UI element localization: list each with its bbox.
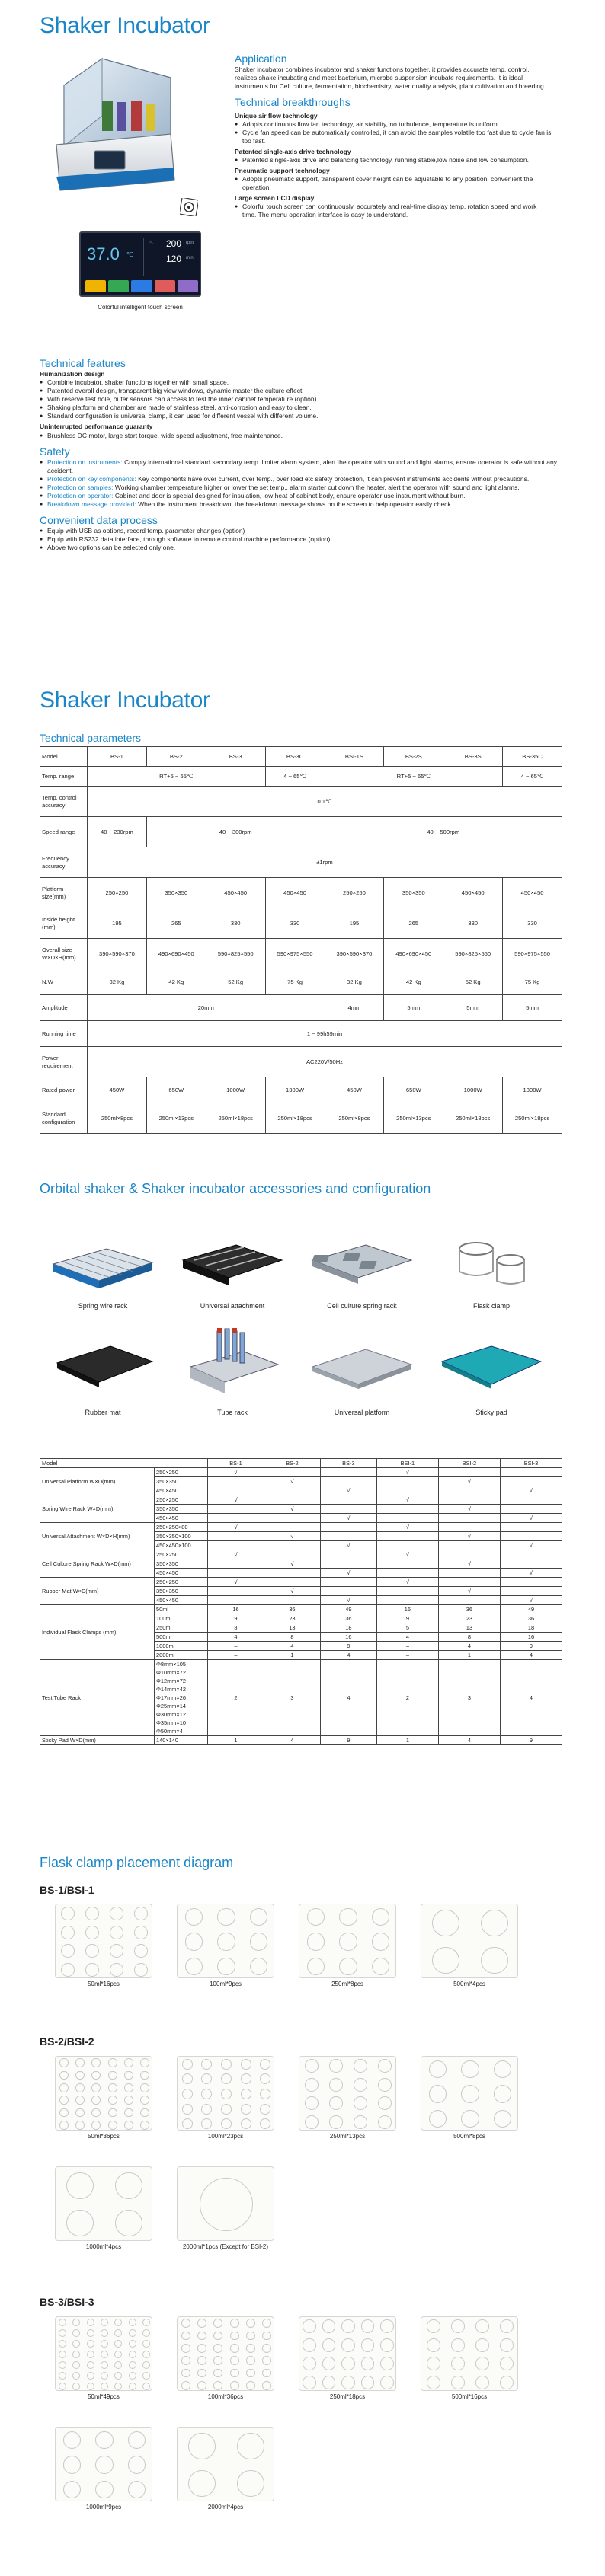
table-row: 250ml 8 13 18 5 13 18: [40, 1623, 562, 1633]
flask-placement-diagram: [421, 2056, 518, 2140]
screen-caption: Colorful intelligent touch screen: [98, 304, 183, 311]
table-row: Overall size W×D×H(mm) 390×590×370 490×690×450 590×825×550 590×975×550 390×590×370 490×690×450 590×825×550 590×975×550: [40, 939, 562, 969]
bs3-label: BS-3/BSI-3: [40, 2296, 94, 2308]
features-sub1: Humanization design: [40, 370, 105, 378]
flask-placement-diagram: [177, 2056, 274, 2140]
data-process-heading: Convenient data process: [40, 514, 158, 527]
screen-temp: 37.0: [87, 244, 120, 263]
flask-placement-diagram: [55, 2056, 152, 2140]
accessory-rubber-mat: Rubber mat: [46, 1325, 160, 1418]
list-item: ● Standard configuration is universal clamp, it can used for different vessel with different volume.: [40, 412, 562, 420]
flask-placement-diagram: [299, 1904, 396, 1988]
flask-placement-diagram: [55, 2166, 152, 2251]
table-row: Model BS-1 BS-2 BS-3 BSI-1 BSI-2 BSI-3: [40, 1459, 562, 1468]
table-row: 100ml 9 23 36 9 23 36: [40, 1614, 562, 1623]
table-row: 450×450×100 √ √: [40, 1541, 562, 1550]
table-row: Cell Culture Spring Rack W×D(mm) 250×250 √ √: [40, 1550, 562, 1559]
list-item: ● Cycle fan speed can be automatically controlled, it can avoid the samples volatile too fast due to cycle fan is too fast.: [235, 129, 552, 145]
table-row: 350×350 √ √: [40, 1559, 562, 1569]
flask-placement-diagram: [421, 1904, 518, 1988]
list-item: ● Protection on operator: Cabinet and door is special designed for insulation, low heat of cabinet body, ensure operator use instrument without burn.: [40, 492, 562, 500]
list-item: ● Shaking platform and chamber are made of stainless steel, anti-corrosion and easy to clean.: [40, 404, 562, 412]
table-row: 450×450 √ √: [40, 1486, 562, 1495]
placement-caption: 100ml*36pcs: [207, 2393, 244, 2400]
breakthrough-title: Patented single-axis drive technology: [235, 147, 351, 155]
flask-placement-diagram: [177, 2166, 274, 2251]
table-row: Rubber Mat W×D(mm) 250×250 √ √: [40, 1578, 562, 1587]
table-row: Running time 1 ~ 99h59min: [40, 1021, 562, 1047]
table-row: Speed range 40 ~ 230rpm 40 ~ 300rpm 40 ~ 500rpm: [40, 817, 562, 847]
placement-caption: 100ml*9pcs: [210, 1981, 242, 1987]
placement-caption: 1000ml*4pcs: [85, 2243, 122, 2250]
table-row: Rated power 450W 650W 1000W 1300W 450W 650W 1000W 1300W: [40, 1077, 562, 1103]
list-item: ● Equip with USB as options, record temp. parameter changes (option): [40, 527, 562, 535]
application-section: [235, 52, 552, 219]
placement-caption: 500ml*16pcs: [451, 2393, 488, 2400]
shaker-incubator-image: [49, 55, 178, 192]
table-row: Model BS-1 BS-2 BS-3 BS-3C BSI-1S BS-2S BS-3S BS-35C: [40, 747, 562, 767]
placement-caption: 2000ml*4pcs: [207, 2504, 244, 2511]
page-title: Shaker Incubator: [40, 13, 210, 38]
table-row: Sticky Pad W×D(mm) 140×140 1 4 9 1 4 9: [40, 1736, 562, 1745]
placement-caption: 500ml*8pcs: [453, 2133, 485, 2140]
list-item: ● Adopts pneumatic support, transparent cover height can be adjustable to any position, convenient the operation.: [235, 175, 552, 192]
accessory-universal-platform: Universal platform: [305, 1325, 419, 1418]
table-row: Frequency accuracy ±1rpm: [40, 847, 562, 878]
accessory-cell-culture-spring-rack: Cell culture spring rack: [305, 1218, 419, 1311]
table-row: 1000ml – 4 9 – 4 9: [40, 1642, 562, 1651]
table-row: Universal Attachment W×D×H(mm) 250×250×80 √ √: [40, 1523, 562, 1532]
list-item: ● Protection on key components: Key components have over current, over temp., over load etc safety protection, it can prevent instruments accidents without precautions.: [40, 475, 562, 484]
screen-rpm: 200: [166, 238, 182, 249]
features-heading: Technical features: [40, 357, 126, 369]
breakthrough-title: Large screen LCD display: [235, 193, 315, 202]
table-row: 350×350×100 √ √: [40, 1532, 562, 1541]
placement-caption: 50ml*49pcs: [88, 2393, 120, 2400]
application-heading: Application: [235, 53, 287, 65]
placement-caption: 250ml*13pcs: [329, 2133, 366, 2140]
accessories-table: [40, 1458, 562, 1745]
accessory-tube-rack: Tube rack: [175, 1325, 290, 1418]
breakthroughs-heading: Technical breakthroughs: [235, 96, 351, 109]
bs2-label: BS-2/BSI-2: [40, 2035, 94, 2048]
table-row: 350×350 √ √: [40, 1505, 562, 1514]
table-row: 350×350 √ √: [40, 1477, 562, 1486]
list-item: ● Combine incubator, shaker functions together with small space.: [40, 378, 562, 387]
placement-caption: 100ml*23pcs: [207, 2133, 244, 2140]
table-row: Individual Flask Clamps (mm) 50ml 16 36 49 16 36 49: [40, 1605, 562, 1614]
placement-caption: 250ml*8pcs: [331, 1981, 363, 1987]
spec-table: [40, 746, 562, 1134]
flask-placement-diagram: [177, 2316, 274, 2401]
table-row: Universal Platform W×D(mm) 250×250 √ √: [40, 1468, 562, 1477]
flask-placement-diagram: [177, 1904, 274, 1988]
table-row: 450×450 √ √: [40, 1596, 562, 1605]
table-row: Inside height (mm) 195 265 330 330 195 265 330 330: [40, 908, 562, 939]
table-row: 500ml 4 8 16 4 8 16: [40, 1633, 562, 1642]
placement-caption: 250ml*18pcs: [329, 2393, 366, 2400]
flask-placement-diagram: [55, 1904, 152, 1988]
accessory-universal-attachment: Universal attachment: [175, 1218, 290, 1311]
table-row: Amplitude 20mm 4mm 5mm 5mm 5mm: [40, 995, 562, 1021]
table-row: Temp. control accuracy 0.1℃: [40, 787, 562, 817]
application-text: Shaker incubator combines incubator and shaker functions together, it provides accurate temp. control, realizes shake incubating and meet bacterium, microbe suspension incubate requirements. It is ideal instruments for Cell culture, fermentation, biochemistry, water quality analysis, plant cultivation and breeding.: [235, 65, 546, 91]
breakthrough-title: Unique air flow technology: [235, 111, 318, 120]
touch-screen-display: 37.0 ℃ ♨ 200 rpm 120 min: [79, 231, 201, 297]
flask-placement-diagram: [177, 2427, 274, 2511]
list-item: ● Brushless DC motor, large start torque, wide speed adjustment, free maintenance.: [40, 432, 562, 440]
table-row: Platform size(mm) 250×250 350×350 450×450 450×450 250×250 350×350 450×450 450×450: [40, 878, 562, 908]
table-row: 450×450 √ √: [40, 1569, 562, 1578]
bs1-label: BS-1/BSI-1: [40, 1884, 94, 1896]
list-item: ● Patented single-axis drive and balancing technology, running stable,low noise and low consumption.: [235, 156, 552, 164]
fan-icon: [180, 198, 198, 216]
breakthrough-title: Pneumatic support technology: [235, 166, 330, 174]
table-row: N.W 32 Kg 42 Kg 52 Kg 75 Kg 32 Kg 42 Kg 52 Kg 75 Kg: [40, 969, 562, 995]
list-item: ● Protection on instruments: Comply international standard secondary temp. limiter alarm system, alert the operator with sound and light alarms, ensure operator is safe without any accident.: [40, 458, 562, 475]
table-row: Test Tube Rack Φ8mm×105 Φ10mm×72 Φ12mm×72 Φ14mm×42 Φ17mm×26 Φ25mm×14 Φ30mm×12 Φ35mm×10 Φ50mm×4 2 3 4 2 3 4: [40, 1660, 562, 1736]
placement-heading: Flask clamp placement diagram: [40, 1855, 234, 1870]
list-item: ● Equip with RS232 data interface, through software to remote control machine performance (option): [40, 535, 562, 544]
list-item: ● Colorful touch screen can continuously, accurately and real-time display temp, rotation speed and work time. The menu operation interface is easy to understand.: [235, 203, 552, 219]
safety-heading: Safety: [40, 445, 70, 458]
table-row: Standard configuration 250ml×8pcs 250ml×13pcs 250ml×18pcs 250ml×18pcs 250ml×8pcs 250ml×13pcs 250ml×18pcs 250ml×18pcs: [40, 1103, 562, 1134]
accessory-flask-clamp: Flask clamp: [434, 1218, 549, 1311]
flask-placement-diagram: [55, 2316, 152, 2401]
screen-time: 120: [166, 254, 182, 264]
flask-placement-diagram: [299, 2056, 396, 2140]
accessory-spring-wire-rack: Spring wire rack: [46, 1218, 160, 1311]
list-item: ● With reserve test hole, outer sensors can access to test the inner cabinet temperature (option): [40, 395, 562, 404]
list-item: ● Adopts continuous flow fan technology, air stability, no turbulence, temperature is uniform.: [235, 120, 552, 129]
flask-placement-diagram: [55, 2427, 152, 2511]
accessories-heading: Orbital shaker & Shaker incubator accessories and configuration: [40, 1181, 431, 1196]
features-section: [40, 356, 562, 552]
list-item: ● Protection on samples: Working chamber temperature higher or lower the set temp., alarm starter cut down the heater, alert the operator with sound and light alarms.: [40, 484, 562, 492]
placement-caption: 50ml*36pcs: [88, 2133, 120, 2140]
accessory-sticky-pad: Sticky pad: [434, 1325, 549, 1418]
table-row: 2000ml – 1 4 – 1 4: [40, 1651, 562, 1660]
flask-placement-diagram: [299, 2316, 396, 2401]
table-row: Temp. range RT+5 ~ 65℃ 4 ~ 65℃ RT+5 ~ 65℃ 4 ~ 65℃: [40, 767, 562, 787]
placement-caption: 500ml*4pcs: [453, 1981, 485, 1987]
features-sub2: Uninterrupted performance guaranty: [40, 423, 153, 431]
placement-caption: 1000ml*9pcs: [85, 2504, 122, 2511]
list-item: ● Breakdown message provided: When the instrument breakdown, the breakdown message shows on the screen to help operator easily check.: [40, 500, 562, 509]
table-row: Power requirement AC220V/50Hz: [40, 1047, 562, 1077]
list-item: ● Above two options can be selected only one.: [40, 544, 562, 552]
placement-caption: 2000ml*1pcs (Except for BSI-2): [182, 2243, 269, 2250]
list-item: ● Patented overall design, transparent big view windows, dynamic master the culture effect.: [40, 387, 562, 395]
table-row: Spring Wire Rack W×D(mm) 250×250 √ √: [40, 1495, 562, 1505]
section-title: Shaker Incubator: [40, 688, 210, 713]
params-heading: Technical parameters: [40, 732, 142, 744]
flask-placement-diagram: [421, 2316, 518, 2401]
placement-caption: 50ml*16pcs: [88, 1981, 120, 1987]
table-row: 450×450 √ √: [40, 1514, 562, 1523]
table-row: 350×350 √ √: [40, 1587, 562, 1596]
